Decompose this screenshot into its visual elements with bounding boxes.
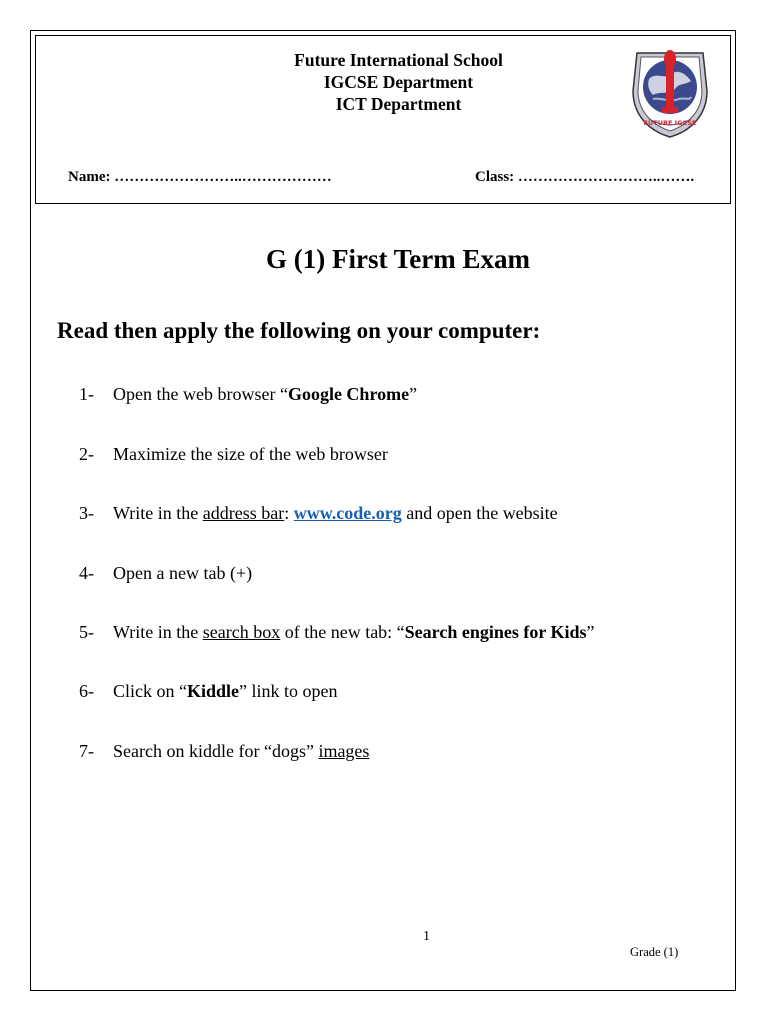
page-number: 1 [423,929,430,944]
step-number: 1- [79,384,94,404]
department-ict: ICT Department [335,94,462,114]
department-igcse: IGCSE Department [323,72,474,92]
instructions-heading: Read then apply the following on your computer: [57,318,541,343]
step-number: 5- [79,622,94,642]
name-blank: ……………………..……………… [114,169,332,185]
step-text-part: Open the web browser “ [113,384,288,404]
step-underlined-text: images [318,741,370,761]
step-number: 2- [79,444,94,464]
name-label: Name: [68,169,111,185]
step-text-part: Write in the [113,622,203,642]
step-text: Open a new tab (+) [113,563,253,583]
class-blank: ………………………..……. [517,169,695,185]
step-number: 7- [79,741,94,761]
step-text-part: of the new tab: “ [280,622,405,642]
step-text-part: Write in the [113,503,203,523]
step-bold-text: Kiddle [187,681,240,701]
step-number: 3- [79,503,94,523]
step-text-part: : [284,503,294,523]
logo-text: FUTURE IGCSE [643,119,697,127]
step-text-part: ” [586,622,595,642]
step-number: 6- [79,681,94,701]
step-text [113,681,338,702]
step-text-part: and open the website [401,503,558,523]
grade-footer: Grade (1) [630,945,679,959]
header-box [35,35,731,204]
step-text [113,741,369,762]
step-text-part: ” link to open [239,681,338,701]
exam-title: G (1) First Term Exam [266,244,530,274]
step-text [113,503,558,524]
step-text [113,384,417,405]
step-text-part: Search on kiddle for “dogs” [113,741,319,761]
step-bold-text: Google Chrome [287,384,410,404]
step-text: Maximize the size of the web browser [113,444,388,464]
class-field[interactable] [475,169,694,186]
class-label: Class: [475,169,515,185]
code-org-link[interactable]: www.code.org [293,503,402,523]
step-text-part: Click on “ [113,681,187,701]
step-text-part: ” [409,384,418,404]
school-logo [629,41,711,139]
step-text [113,622,595,643]
step-underlined-text: address bar [202,503,285,523]
step-bold-text: Search engines for Kids [404,622,587,642]
step-underlined-text: search box [202,622,281,642]
step-number: 4- [79,563,94,583]
name-field[interactable] [68,169,332,186]
school-name: Future International School [294,50,503,70]
